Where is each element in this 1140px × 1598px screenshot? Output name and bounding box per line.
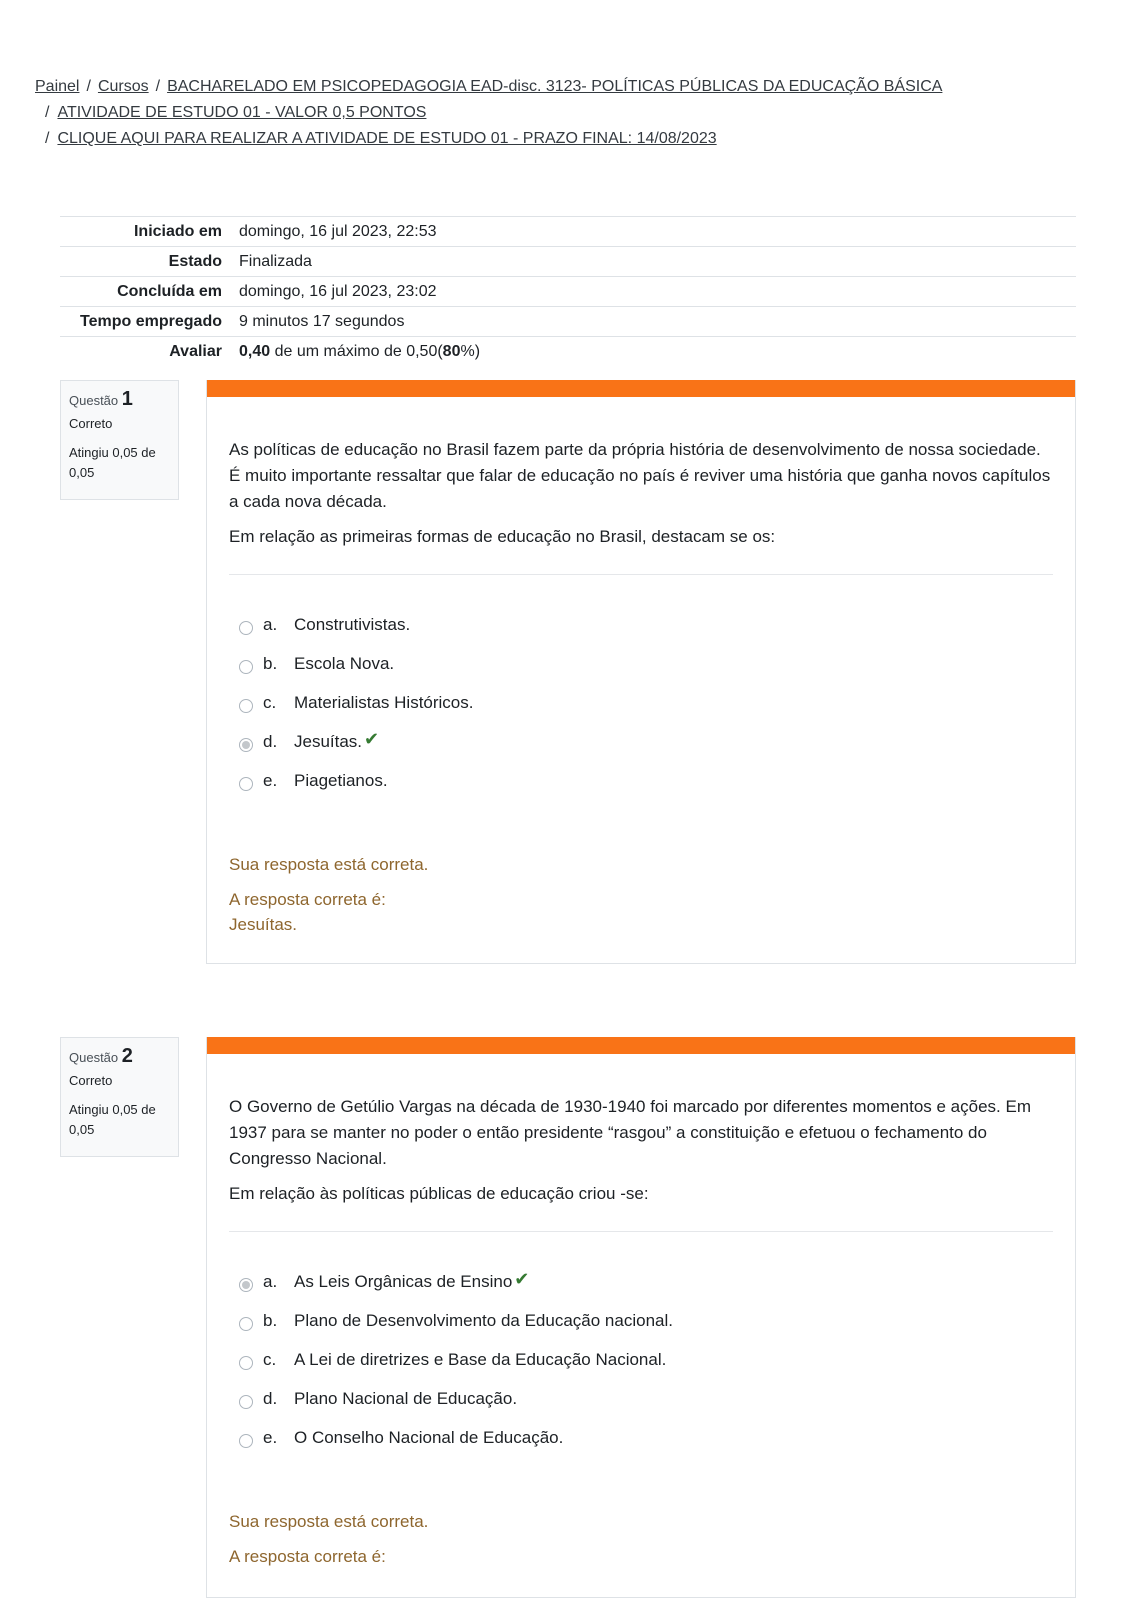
divider [229,574,1053,575]
breadcrumb-separator: / [86,78,91,95]
answer-list [229,1262,1053,1457]
radio-button[interactable] [239,1356,253,1370]
question-text [207,1054,1075,1457]
answer-letter: e. [263,1427,278,1447]
question-label [69,1045,133,1067]
question-feedback [207,1457,1075,1589]
question-content [206,380,1076,964]
question-number-value: 2 [121,1045,133,1067]
summary-label: Tempo empregado [80,312,222,330]
summary-grade-value [239,337,1076,367]
summary-row-grade [60,337,1076,367]
answer-letter: c. [263,1349,277,1369]
check-icon: ✔ [514,1268,530,1289]
right-answer-text: Jesuítas. [229,915,298,934]
radio-button[interactable] [239,660,253,674]
summary-row-time [60,307,1076,337]
breadcrumb-painel-link[interactable]: Painel [35,78,80,95]
summary-row-state [60,247,1076,277]
answer-text: O Conselho Nacional de Educação. [294,1427,564,1447]
question-number-value: 1 [121,388,133,410]
answer-option[interactable] [239,1301,1053,1340]
answer-option[interactable] [239,1379,1053,1418]
answer-text: Construtivistas. [294,614,411,634]
divider [229,1231,1053,1232]
radio-button-checked[interactable] [239,1278,253,1292]
question-info [60,380,179,500]
question-paragraph: As políticas de educação no Brasil fazem parte da própria história de desenvolvimento de nossa sociedade. É muito importante ressaltar que falar de educação no país é reviver uma história que ganha novos capítulos a cada nova década. [229,440,1051,511]
answer-option[interactable] [239,605,1053,644]
question-prompt: Em relação as primeiras formas de educação no Brasil, destacam se os: [229,527,776,546]
grade-end: %) [460,342,481,360]
answer-letter: d. [263,1388,278,1408]
feedback-message: Sua resposta está correta. [229,855,429,874]
breadcrumb-separator: / [45,104,50,121]
answer-text: Piagetianos. [294,770,388,790]
question-number [69,389,170,411]
summary-label: Iniciado em [133,222,222,240]
summary-label: Concluída em [117,282,222,300]
question-grade: Atingiu 0,05 de 0,05 [69,445,156,480]
question-accent-bar [207,380,1075,397]
answer-letter: b. [263,1310,278,1330]
answer-option[interactable] [239,761,1053,800]
feedback-message: Sua resposta está correta. [229,1512,429,1531]
summary-row-started [60,217,1076,247]
question-label-text: Questão [69,1050,119,1065]
answer-text: Plano de Desenvolvimento da Educação nacional. [294,1310,673,1330]
question-content [206,1037,1076,1598]
radio-button[interactable] [239,1317,253,1331]
grade-mid: de um máximo de 0,50( [270,342,443,360]
question-accent-bar [207,1037,1075,1054]
breadcrumb [35,74,1115,152]
answer-text: As Leis Orgânicas de Ensino [294,1271,513,1291]
breadcrumb-separator: / [45,130,50,147]
right-answer-label: A resposta correta é: [229,890,386,909]
summary-value: domingo, 16 jul 2023, 23:02 [239,282,437,300]
answer-text: Plano Nacional de Educação. [294,1388,518,1408]
question-label-text: Questão [69,393,119,408]
radio-button[interactable] [239,1395,253,1409]
breadcrumb-separator: / [155,78,161,95]
answer-text: A Lei de diretrizes e Base da Educação Nacional. [294,1349,667,1369]
radio-button[interactable] [239,1434,253,1448]
grade-score: 0,40 [239,342,271,360]
answer-text: Materialistas Históricos. [294,692,474,712]
radio-button[interactable] [239,699,253,713]
check-icon: ✔ [364,728,380,749]
answer-option[interactable] [239,644,1053,683]
radio-button[interactable] [239,777,253,791]
question-prompt: Em relação às políticas públicas de educação criou -se: [229,1184,649,1203]
breadcrumb-cursos-link[interactable]: Cursos [97,78,149,95]
breadcrumb-activity-link[interactable]: ATIVIDADE DE ESTUDO 01 - VALOR 0,5 PONTOS [57,104,427,121]
answer-letter: a. [263,1271,278,1291]
question-grade: Atingiu 0,05 de 0,05 [69,1102,156,1137]
answer-letter: a. [263,614,278,634]
answer-letter: e. [263,770,278,790]
radio-button-checked[interactable] [239,738,253,752]
question-info [60,1037,179,1157]
summary-value: domingo, 16 jul 2023, 22:53 [239,222,437,240]
answer-letter: c. [263,692,277,712]
answer-option[interactable] [239,1418,1053,1457]
question-text [207,397,1075,800]
question-state: Correto [69,1073,113,1088]
grade-percent: 80 [442,342,461,360]
question-feedback [207,800,1075,957]
summary-value: Finalizada [239,252,312,270]
radio-button[interactable] [239,621,253,635]
summary-value: 9 minutos 17 segundos [239,312,405,330]
right-answer-label: A resposta correta é: [229,1547,386,1566]
breadcrumb-line-3 [35,126,1115,152]
summary-row-completed [60,277,1076,307]
breadcrumb-line-2 [35,100,1115,126]
question-state: Correto [69,416,113,431]
question-number [69,1046,170,1068]
answer-option-selected[interactable] [239,722,1053,761]
attempt-summary-table [60,216,1076,366]
answer-option-selected[interactable] [239,1262,1053,1301]
answer-option[interactable] [239,1340,1053,1379]
summary-label: Estado [168,252,222,270]
answer-text: Escola Nova. [294,653,395,673]
breadcrumb-course-link[interactable]: BACHARELADO EM PSICOPEDAGOGIA EAD-disc. 3123- POLÍTICAS PÚBLICAS DA EDUCAÇÃO BÁSICA [167,78,943,95]
answer-option[interactable] [239,683,1053,722]
answer-letter: b. [263,653,278,673]
breadcrumb-quiz-link[interactable]: CLIQUE AQUI PARA REALIZAR A ATIVIDADE DE ESTUDO 01 - PRAZO FINAL: 14/08/2023 [57,130,717,147]
breadcrumb-line-1 [35,74,1115,100]
answer-letter: d. [263,731,278,751]
question-paragraph: O Governo de Getúlio Vargas na década de 1930-1940 foi marcado por diferentes momentos e ações. Em 1937 para se manter no poder o então presidente “rasgou” a constituição e efetuou o fechamento do Congresso Nacional. [229,1097,1031,1168]
summary-label: Avaliar [169,342,222,360]
answer-list [229,605,1053,800]
question-label [69,388,133,410]
answer-text: Jesuítas. [294,731,363,751]
